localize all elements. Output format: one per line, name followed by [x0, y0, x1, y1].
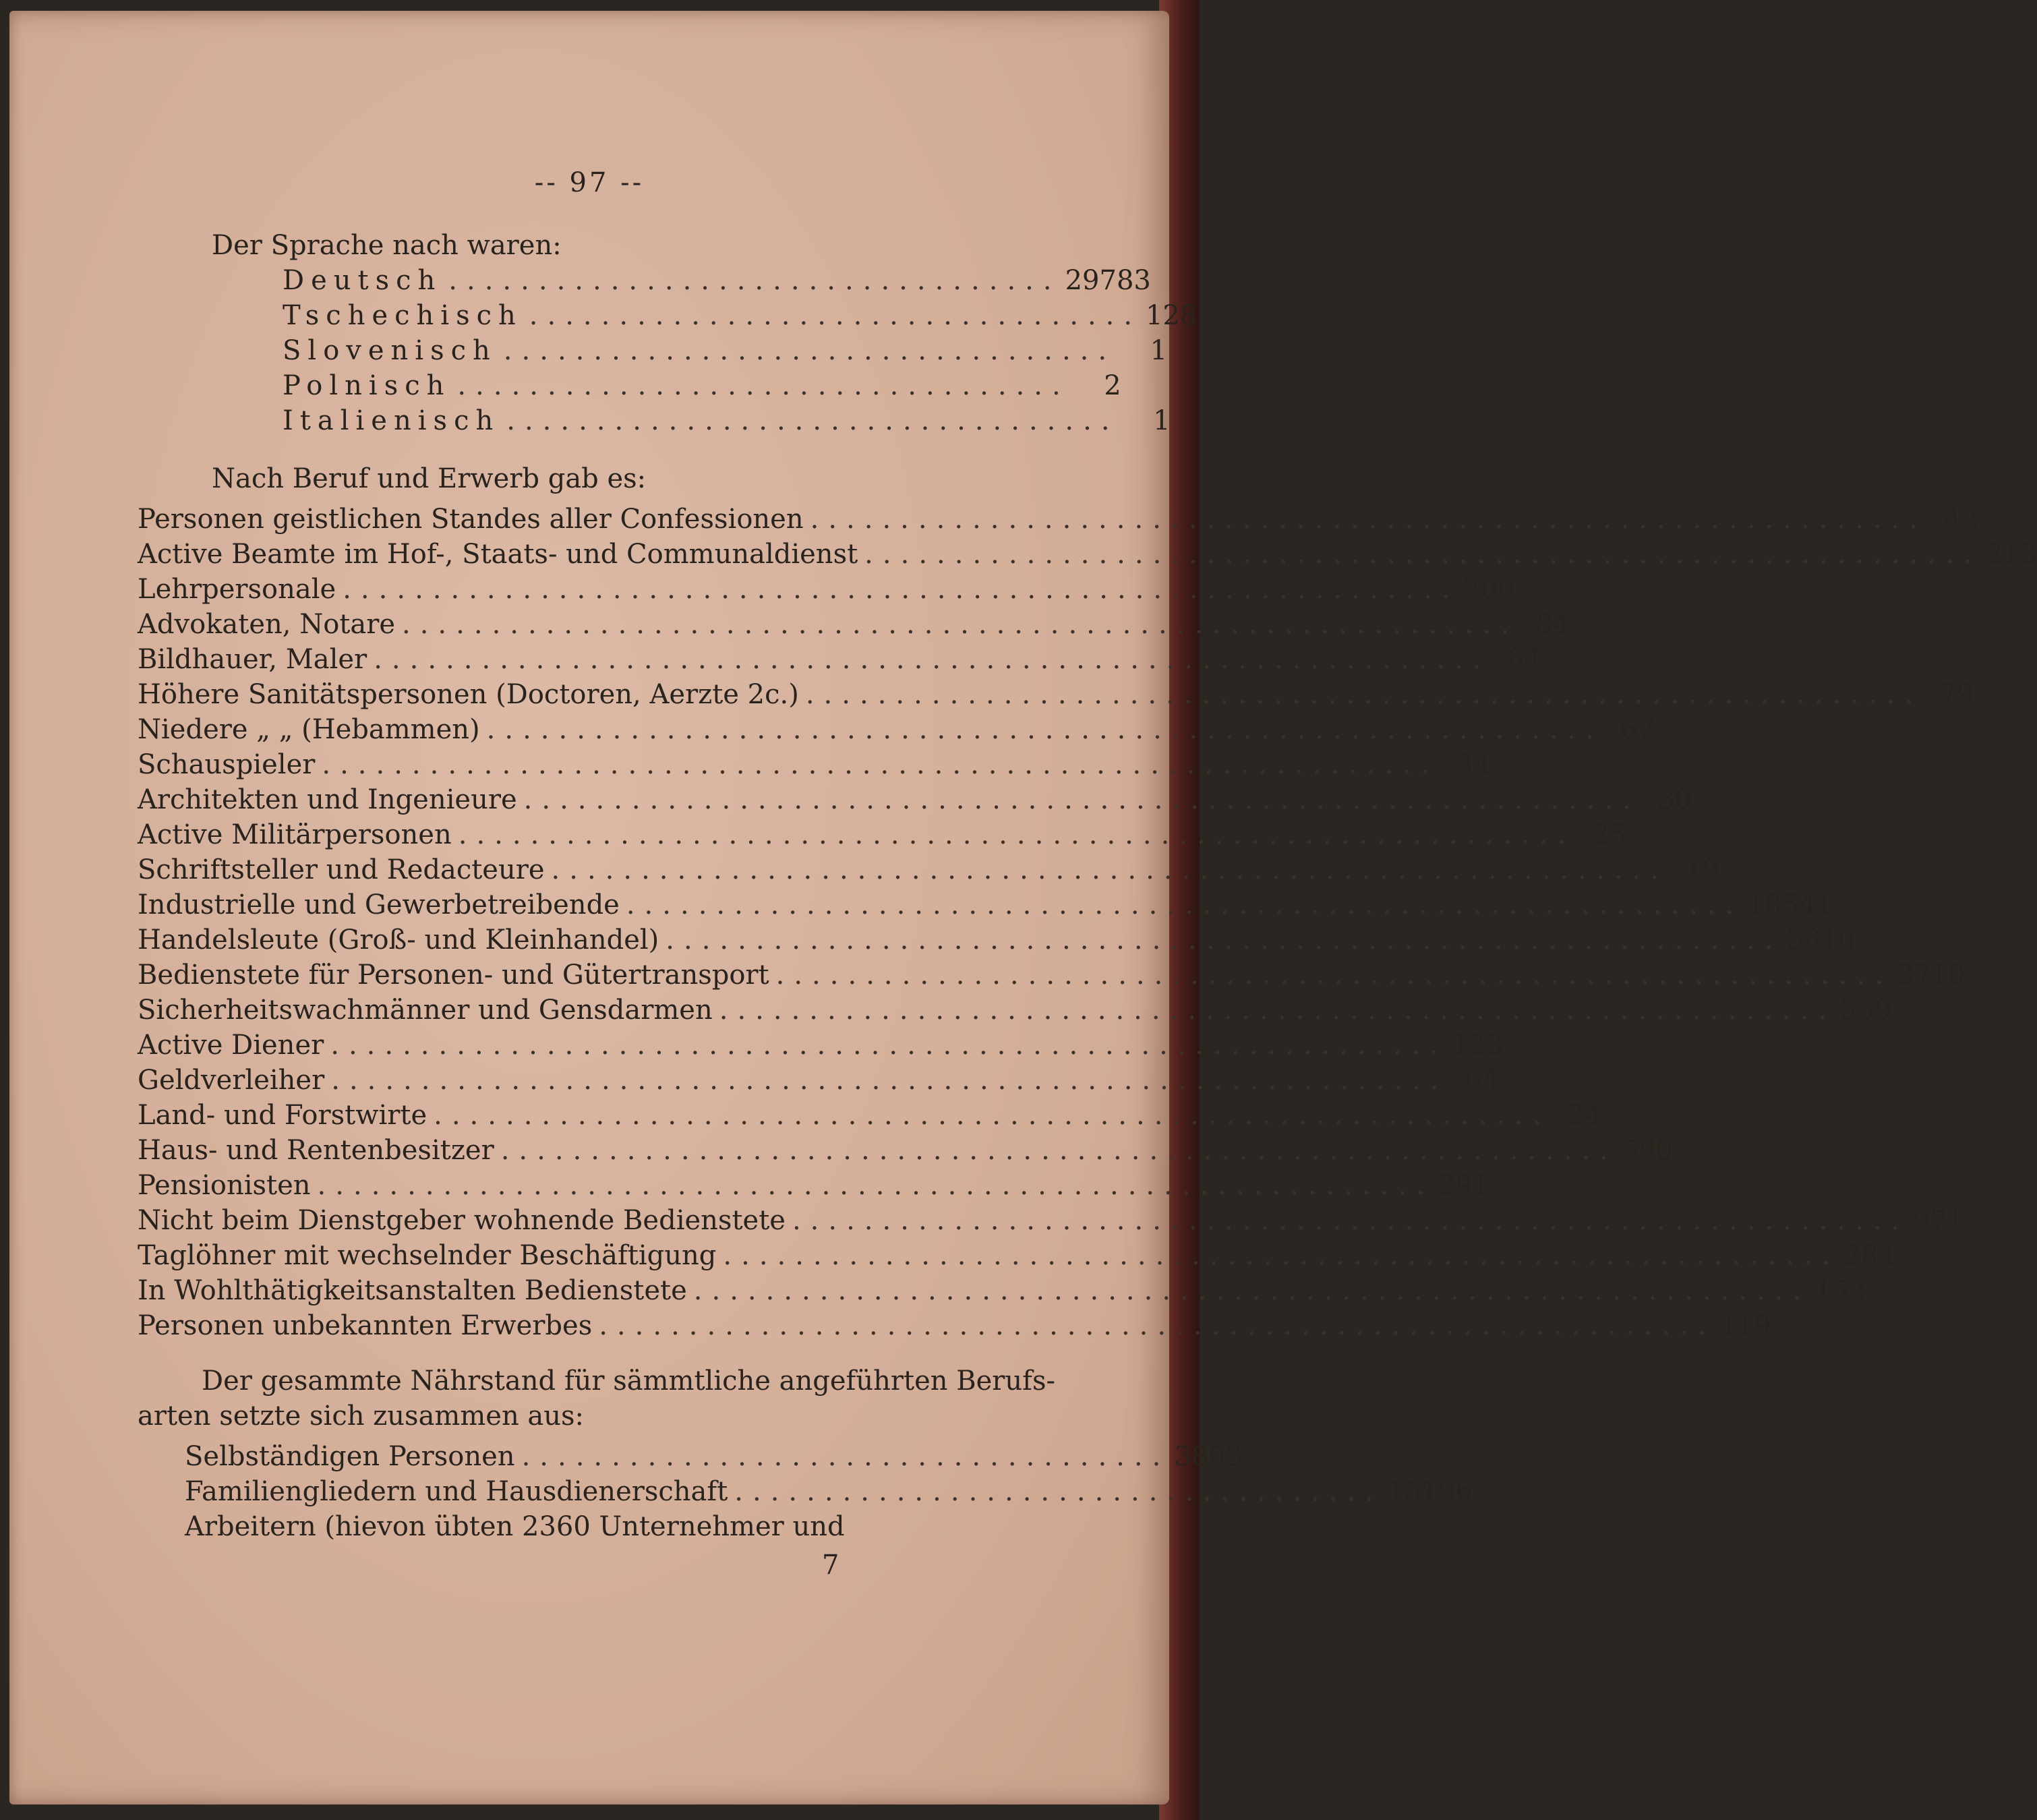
occupation-label: Geldverleiher [138, 1065, 325, 1096]
occupation-row [138, 1203, 1965, 1238]
language-label: Slovenisch [283, 335, 497, 366]
occupation-label: Advokaten, Notare [138, 609, 395, 640]
leader-dots: .............................................................. [402, 609, 1519, 640]
occupation-row [138, 1168, 1490, 1203]
occupation-value: 213 [1985, 539, 2037, 570]
occupation-row [138, 1098, 1602, 1133]
heading-occupation: Nach Beruf und Erwerb gab es: [212, 463, 647, 494]
leader-dots: .............................................................. [792, 1205, 1910, 1236]
occupation-value: 30 [1657, 784, 1692, 815]
occupation-value: 84 [1535, 609, 1570, 640]
occupation-value: 119 [1719, 1310, 1771, 1341]
occupation-value: 18541 [1747, 889, 1833, 920]
leader-dots: .............................................................. [458, 819, 1576, 850]
language-row [283, 263, 1151, 298]
leader-dots: .............................................................. [343, 574, 1460, 605]
leader-dots: .................................. [529, 300, 1142, 331]
occupation-value: 200 [1463, 574, 1515, 605]
occupation-row [138, 958, 1966, 993]
occupation-label: Active Diener [138, 1030, 324, 1061]
occupation-label: Land- und Forstwirte [138, 1100, 427, 1131]
occupation-row [138, 537, 2037, 572]
occupation-row [138, 1133, 1674, 1168]
leader-dots: .............................................................. [331, 1065, 1448, 1096]
occupation-value: 25 [1592, 819, 1627, 850]
occupation-value: 24 [1567, 1100, 1602, 1131]
leader-dots: .............................................................. [805, 679, 1923, 710]
language-row [283, 298, 1198, 333]
occupation-label: Sicherheitswachmänner und Gensdarmen [138, 995, 713, 1026]
occupation-row [138, 1273, 1866, 1308]
leader-dots: .............................................................. [626, 889, 1744, 920]
language-value: 2 [1104, 370, 1121, 401]
page [9, 11, 2037, 1804]
leader-dots: .............................................................. [864, 539, 1982, 570]
leader-dots: .............................................................. [434, 1100, 1551, 1131]
language-row [283, 333, 1168, 368]
leader-dots: .............................................................. [500, 1135, 1618, 1166]
leader-dots: .............................................................. [523, 784, 1641, 815]
leader-dots: .................................. [506, 405, 1119, 436]
leader-dots: .............................................................. [486, 714, 1603, 745]
leader-dots: .............................................................. [330, 1030, 1448, 1061]
occupation-label: Nicht beim Dienstgeber wohnende Bedienstete [138, 1205, 786, 1236]
occupation-label: Taglöhner mit wechselnder Beschäftigung [138, 1240, 717, 1271]
occupation-row [138, 887, 1833, 922]
leader-dots: .................................. [448, 265, 1061, 296]
occupation-label: Handelsleute (Groß- und Kleinhandel) [138, 924, 659, 956]
occupation-label: Höhere Sanitätspersonen (Doctoren, Aerzte 2c.) [138, 679, 799, 710]
leader-dots: .............................................................. [775, 960, 1893, 991]
occupation-row [138, 607, 1570, 642]
signature-mark: 7 [822, 1550, 839, 1581]
leader-dots: .............................................................. [693, 1275, 1811, 1306]
last-line: Arbeitern (hievon übten 2360 Unternehmer und [185, 1511, 845, 1542]
language-value: 1 [1153, 405, 1171, 436]
composition-label: Familiengliedern und Hausdienerschaft [185, 1476, 728, 1507]
leader-dots: .............................................................. [719, 995, 1837, 1026]
occupation-value: 3810 [1786, 924, 1856, 956]
language-label: Italienisch [283, 405, 500, 436]
occupation-label: Schauspieler [138, 749, 316, 780]
paragraph-line: Der gesammte Nährstand für sämmtliche angeführten Berufs- [202, 1366, 1056, 1397]
occupation-value: 79 [1939, 679, 1974, 710]
occupation-label: Architekten und Ingenieure [138, 784, 517, 815]
occupation-row [138, 1308, 1771, 1343]
occupation-row [138, 712, 1655, 747]
leader-dots: .............................................................. [723, 1240, 1840, 1271]
composition-value: 3803 [1174, 1441, 1243, 1472]
heading-language: Der Sprache nach waren: [212, 230, 562, 261]
occupation-value: 64 [1465, 1065, 1500, 1096]
occupation-value: 123 [1451, 1030, 1503, 1061]
occupation-value: 42 [1944, 504, 1978, 535]
occupation-label: Schriftsteller und Redacteure [138, 854, 545, 885]
occupation-row [138, 642, 1542, 677]
composition-row [185, 1439, 1243, 1474]
occupation-label: Industrielle und Gewerbetreibende [138, 889, 620, 920]
language-label: Tschechisch [283, 300, 523, 331]
leader-dots: .............................................................. [322, 749, 1439, 780]
occupation-value: 291 [1438, 1170, 1490, 1201]
page-number: -- 97 -- [534, 167, 645, 198]
leader-dots: .................................... [734, 1476, 1384, 1507]
occupation-row [138, 922, 1856, 958]
language-value: 128 [1146, 300, 1198, 331]
leader-dots: .............................................................. [374, 644, 1491, 675]
occupation-label: Haus- und Rentenbesitzer [138, 1135, 494, 1166]
language-label: Polnisch [283, 370, 451, 401]
occupation-value: 3710 [1896, 960, 1966, 991]
occupation-label: Bildhauer, Maler [138, 644, 367, 675]
occupation-row [138, 677, 1974, 712]
leader-dots: .............................................................. [599, 1310, 1716, 1341]
occupation-row [138, 502, 1978, 537]
language-label: Deutsch [283, 265, 442, 296]
occupation-value: 19 [1684, 854, 1719, 885]
composition-row [185, 1474, 1473, 1509]
occupation-label: Personen geistlichen Standes aller Confessionen [138, 504, 804, 535]
language-value: 1 [1150, 335, 1168, 366]
paragraph-line: arten setzte sich zusammen aus: [138, 1401, 585, 1432]
occupation-value: 359 [1840, 995, 1892, 1026]
leader-dots: .................................. [503, 335, 1117, 366]
occupation-label: Active Beamte im Hof-, Staats- und Communaldienst [138, 539, 858, 570]
occupation-value: 34 [1455, 749, 1490, 780]
leader-dots: .................................... [521, 1441, 1171, 1472]
leader-dots: .............................................................. [317, 1170, 1434, 1201]
occupation-label: Personen unbekannten Erwerbes [138, 1310, 593, 1341]
language-row [283, 368, 1121, 403]
occupation-row [138, 1028, 1503, 1063]
leader-dots: .............................................................. [810, 504, 1927, 535]
occupation-value: 284 [1843, 1240, 1896, 1271]
leader-dots: .............................................................. [666, 924, 1783, 956]
occupation-row [138, 993, 1892, 1028]
occupation-row [138, 1063, 1500, 1098]
occupation-row [138, 572, 1515, 607]
leader-dots: .................................. [457, 370, 1070, 401]
occupation-row [138, 782, 1692, 817]
language-row [283, 403, 1171, 438]
leader-dots: .............................................................. [551, 854, 1668, 885]
composition-label: Selbständigen Personen [185, 1441, 515, 1472]
occupation-label: Niedere „ „ (Hebammen) [138, 714, 480, 745]
occupation-label: Bedienstete für Personen- und Gütertransport [138, 960, 769, 991]
occupation-row [138, 747, 1490, 782]
occupation-value: 152 [1814, 1275, 1866, 1306]
occupation-label: Pensionisten [138, 1170, 311, 1201]
occupation-value: 84 [1507, 644, 1542, 675]
occupation-row [138, 1238, 1896, 1273]
occupation-value: 67 [1620, 714, 1655, 745]
occupation-row [138, 852, 1719, 887]
occupation-value: 590 [1622, 1135, 1674, 1166]
occupation-row [138, 817, 1627, 852]
occupation-label: Lehrpersonale [138, 574, 336, 605]
occupation-value: 971 [1913, 1205, 1965, 1236]
composition-value: 15196 [1387, 1476, 1473, 1507]
language-value: 29783 [1065, 265, 1151, 296]
occupation-label: In Wohlthätigkeitsanstalten Bedienstete [138, 1275, 687, 1306]
occupation-label: Active Militärpersonen [138, 819, 452, 850]
